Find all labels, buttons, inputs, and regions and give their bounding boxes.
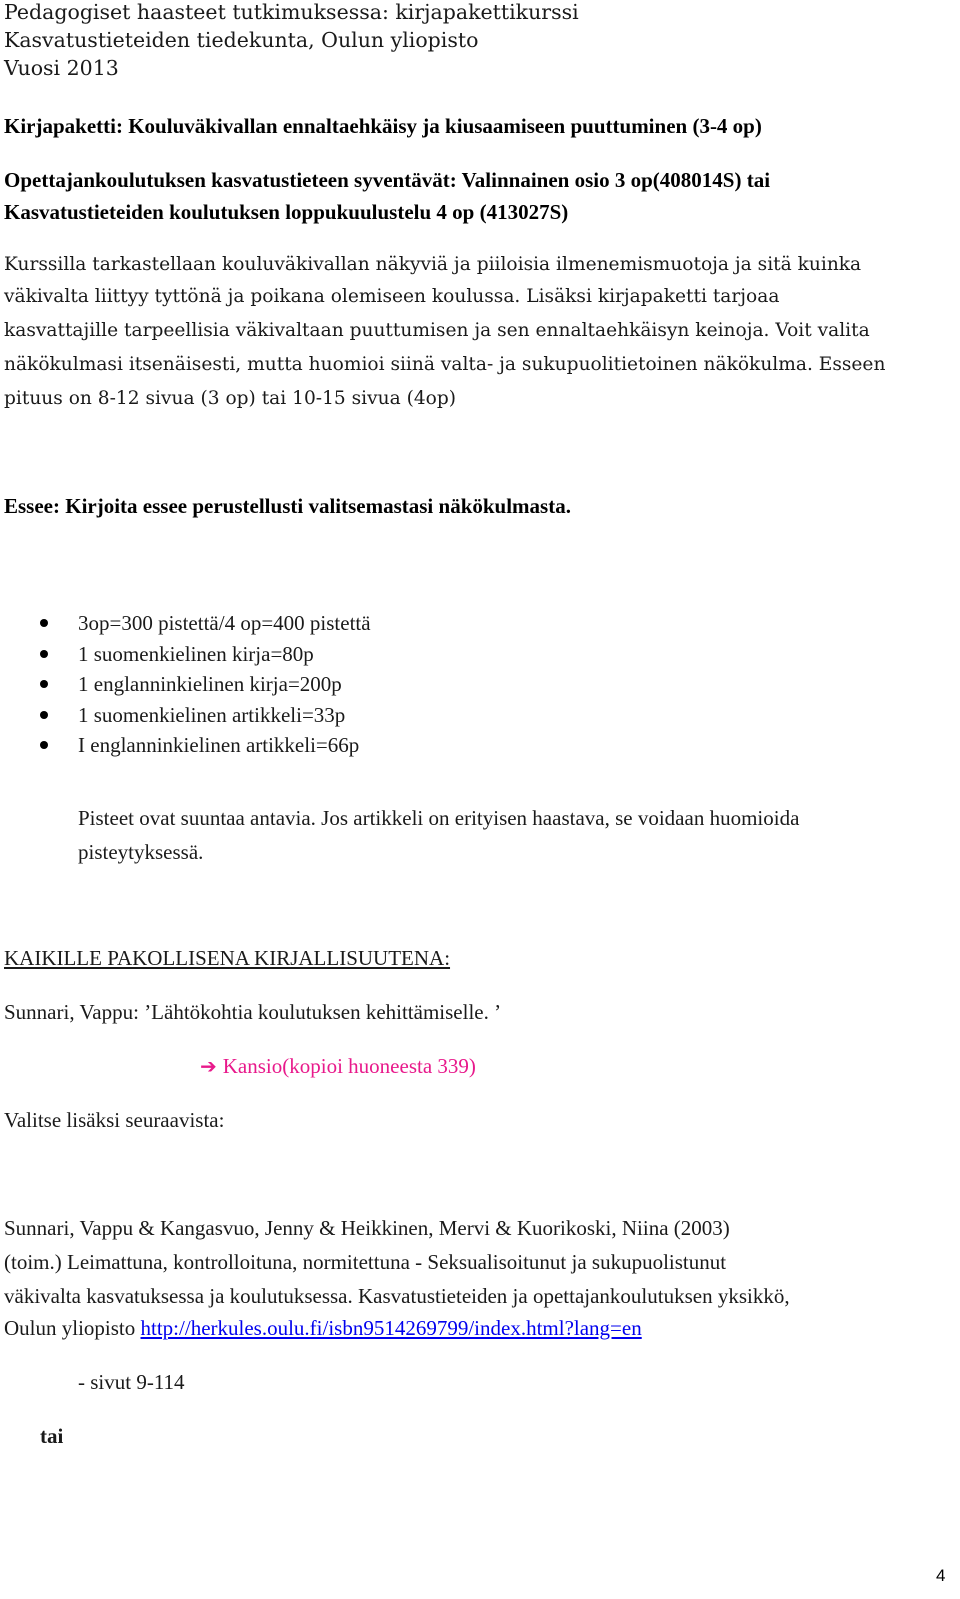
essay-instruction: Essee: Kirjoita essee perustellusti valitsemastasi näkökulmasta. (4, 494, 571, 518)
header-year: Vuosi 2013 (4, 56, 119, 80)
points-list (28, 608, 371, 761)
header-faculty: Kasvatustieteiden tiedekunta, Oulun yliopisto (4, 28, 479, 52)
mandatory-heading: KAIKILLE PAKOLLISENA KIRJALLISUUTENA: (4, 946, 451, 970)
or-label: tai (40, 1424, 64, 1448)
choose-label: Valitse lisäksi seuraavista: (4, 1108, 225, 1132)
description-line: kasvattajille tarpeellisia väkivaltaan puuttumisen ja sen ennaltaehkäisyn keinoja. Voit valita (4, 320, 870, 341)
description-line: Kurssilla tarkastellaan kouluväkivallan näkyviä ja piiloisia ilmenemismuotoja ja sitä kuinka (4, 254, 862, 275)
description-line: pituus on 8-12 sivua (3 op) tai 10-15 sivua (4op) (4, 388, 457, 409)
description-line: näkökulmasi itsenäisesti, mutta huomioi siinä valta- ja sukupuolitietoinen näkökulma. Esseen (4, 354, 886, 375)
bullet-icon (40, 711, 48, 719)
pages-note: - sivut 9-114 (78, 1370, 185, 1394)
bullet-icon (40, 650, 48, 658)
list-item: 3op=300 pistettä/4 op=400 pistettä (28, 608, 371, 639)
mandatory-reading: Sunnari, Vappu: ’Lähtökohtia koulutuksen kehittämiselle. ’ (4, 1000, 502, 1024)
list-item: 1 suomenkielinen kirja=80p (28, 639, 371, 670)
reference-link[interactable]: http://herkules.oulu.fi/isbn9514269799/index.html?lang=en (140, 1316, 642, 1340)
course-code-line-1: Opettajankoulutuksen kasvatustieteen syventävät: Valinnainen osio 3 op(408014S) tai (4, 168, 771, 192)
course-code-line-2: Kasvatustieteiden koulutuksen loppukuulustelu 4 op (413027S) (4, 200, 569, 224)
points-note-line-2: pisteytyksessä. (78, 840, 204, 864)
reference-line-1: Sunnari, Vappu & Kangasvuo, Jenny & Heikkinen, Mervi & Kuorikoski, Niina (2003) (4, 1216, 730, 1240)
reference-publisher: Oulun yliopisto (4, 1316, 136, 1340)
header-course-name: Pedagogiset haasteet tutkimuksessa: kirjapakettikurssi (4, 0, 579, 24)
page-number: 4 (936, 1566, 946, 1585)
bullet-icon (40, 741, 48, 749)
reference-line-4 (4, 1316, 642, 1341)
bullet-icon (40, 680, 48, 688)
folder-note (200, 1054, 476, 1079)
bullet-icon (40, 619, 48, 627)
folder-note-text: Kansio(kopioi huoneesta 339) (222, 1054, 476, 1078)
list-item: 1 suomenkielinen artikkeli=33p (28, 700, 371, 731)
list-item: 1 englanninkielinen kirja=200p (28, 669, 371, 700)
list-item: I englanninkielinen artikkeli=66p (28, 730, 371, 761)
arrow-right-icon: ➔ (200, 1056, 217, 1078)
points-note-line-1: Pisteet ovat suuntaa antavia. Jos artikkeli on erityisen haastava, se voidaan huomioida (78, 806, 800, 830)
reference-line-3: väkivalta kasvatuksessa ja koulutuksessa. Kasvatustieteiden ja opettajankoulutuksen yksikkö, (4, 1284, 790, 1308)
description-line: väkivalta liittyy tyttönä ja poikana olemiseen koulussa. Lisäksi kirjapaketti tarjoaa (4, 286, 780, 307)
reference-line-2: (toim.) Leimattuna, kontrolloituna, normitettuna - Seksualisoitunut ja sukupuolistunut (4, 1250, 727, 1274)
page-title: Kirjapaketti: Kouluväkivallan ennaltaehkäisy ja kiusaamiseen puuttuminen (3-4 op) (4, 114, 762, 138)
